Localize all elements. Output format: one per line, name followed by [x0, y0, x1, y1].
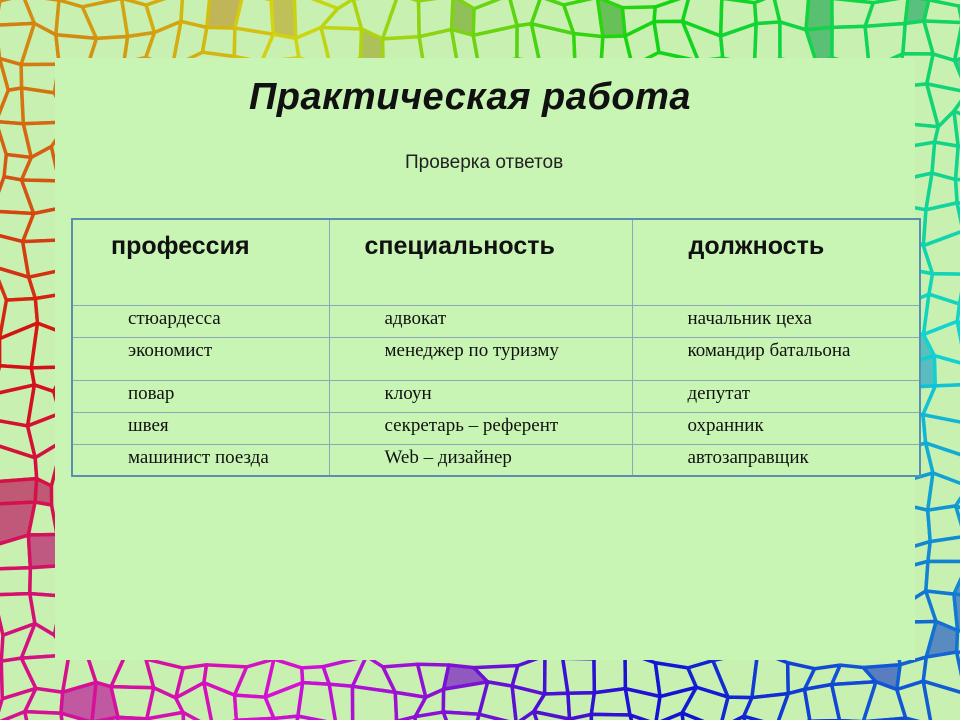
mosaic-tile: [202, 27, 234, 56]
page-subtitle: Проверка ответов: [405, 152, 564, 173]
mosaic-tile: [934, 356, 960, 386]
mosaic-tile: [0, 479, 37, 504]
mosaic-tile: [25, 712, 65, 720]
cell-specialty: Web – дизайнер: [329, 444, 632, 476]
cell-profession: швея: [72, 412, 329, 444]
cell-position: командир батальона: [632, 337, 920, 380]
table-row: [72, 412, 920, 444]
header-specialty: специальность: [329, 219, 632, 305]
mosaic-tile: [443, 712, 479, 720]
mosaic-tile: [563, 658, 595, 693]
mosaic-tile: [956, 180, 960, 205]
answers-table: [71, 218, 921, 477]
cell-specialty: клоун: [329, 380, 632, 412]
header-profession: профессия: [72, 219, 329, 305]
mosaic-tile: [353, 686, 397, 720]
cell-specialty: менеджер по туризму: [329, 337, 632, 380]
page-title: Практическая работа: [248, 76, 692, 118]
mosaic-tile: [928, 536, 960, 561]
cell-position: начальник цеха: [632, 305, 920, 337]
cell-profession: экономист: [72, 337, 329, 380]
cell-position: автозаправщик: [632, 444, 920, 476]
mosaic-tile: [924, 0, 960, 23]
mosaic-tile: [597, 0, 625, 37]
table-row: [72, 444, 920, 476]
cell-profession: стюардесса: [72, 305, 329, 337]
mosaic-tile: [956, 146, 960, 180]
mosaic-tile: [271, 0, 296, 38]
cell-position: депутат: [632, 380, 920, 412]
table-row: [72, 380, 920, 412]
mosaic-tile: [591, 689, 630, 715]
cell-profession: машинист поезда: [72, 444, 329, 476]
header-position: должность: [632, 219, 920, 305]
cell-specialty: адвокат: [329, 305, 632, 337]
table-row: [72, 337, 920, 380]
cell-specialty: секретарь – референт: [329, 412, 632, 444]
mosaic-tile: [28, 502, 57, 535]
cell-profession: повар: [72, 380, 329, 412]
mosaic-tile: [806, 0, 832, 30]
mosaic-tile: [0, 568, 30, 595]
cell-position: охранник: [632, 412, 920, 444]
table-row: [72, 305, 920, 337]
mosaic-tile: [329, 684, 352, 720]
table-header-row: [72, 219, 920, 305]
